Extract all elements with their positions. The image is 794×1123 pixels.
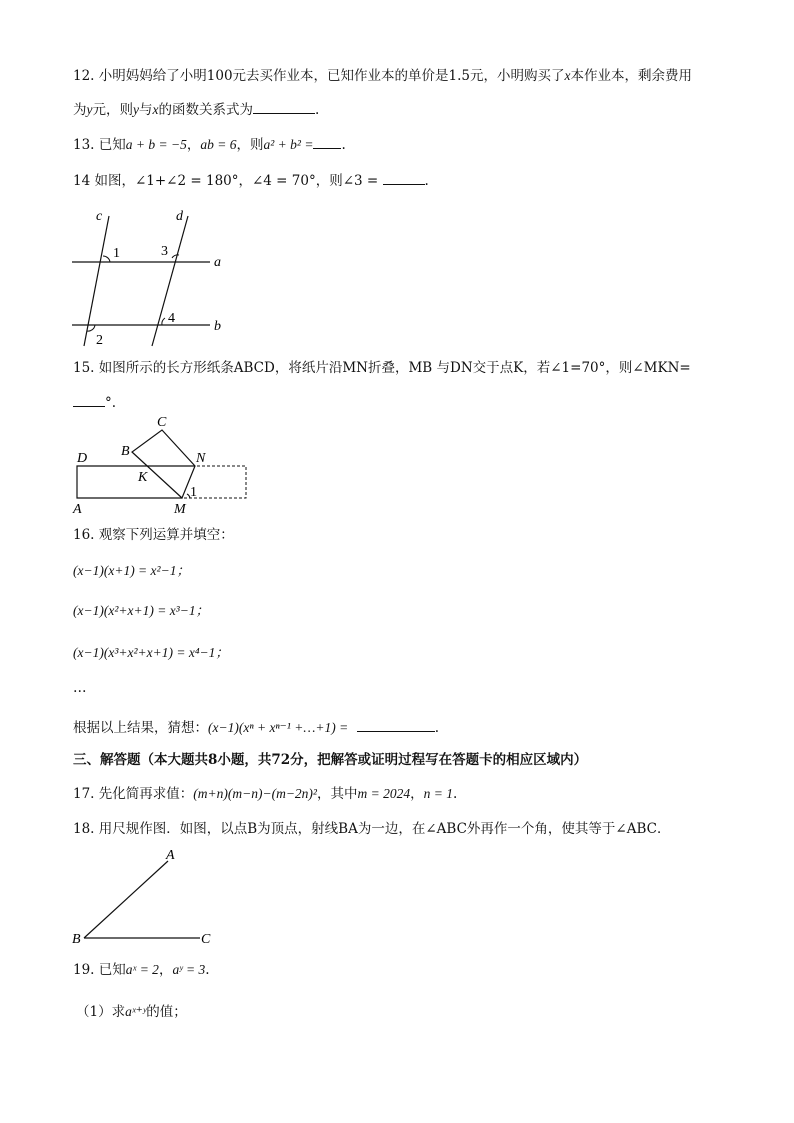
q13-ask: ，则 xyxy=(236,137,264,153)
question-16-intro xyxy=(73,525,234,545)
label-angle-2: 2 xyxy=(96,333,103,348)
q13-answer-blank[interactable] xyxy=(313,134,341,149)
q16-dots: … xyxy=(73,680,87,696)
q19-eq2: aʸ = 3 xyxy=(172,962,206,977)
ray-BA xyxy=(84,861,168,938)
q14-figure xyxy=(60,200,240,350)
label-D: D xyxy=(77,451,88,466)
q16-equation-1 xyxy=(73,561,190,581)
section-3-title xyxy=(73,750,587,770)
q18-figure xyxy=(70,845,230,950)
q19-part1-end: 的值； xyxy=(146,1004,187,1020)
q16-equation-2 xyxy=(73,601,209,621)
q17-cond: ，其中 xyxy=(316,786,358,802)
q19-text: 19. 已知 xyxy=(73,962,126,978)
question-17: 17. 先化简再求值：(m+n)(m−n)−(m−2n)²，其中m = 2024，n = 1. xyxy=(73,786,458,802)
q19-part1-expr: aˣ⁺ʸ xyxy=(125,1004,147,1019)
label-d: d xyxy=(176,209,183,224)
q13-prefix: 13. 已知 xyxy=(73,137,126,153)
q16-guess: 根据以上结果，猜想：(x−1)(xⁿ + xⁿ⁻¹ +…+1) = . xyxy=(73,717,439,738)
q13-eq1: a + b = −5 xyxy=(125,137,187,152)
label-a: a xyxy=(214,255,221,270)
q19-eq1: aˣ = 2 xyxy=(125,962,159,977)
section-3-title-text: 三、解答题（本大题共8小题，共72分，把解答或证明过程写在答题卡的相应区域内） xyxy=(73,752,588,768)
q15-answer-blank[interactable] xyxy=(73,392,105,407)
question-15-line-2 xyxy=(73,392,116,413)
label-angle-1: 1 xyxy=(190,485,197,500)
question-18 xyxy=(73,819,670,839)
q17-m-value: m = 2024 xyxy=(357,786,411,801)
rect-dashed-part xyxy=(77,466,246,498)
angle-1-arc xyxy=(103,256,110,262)
q14-answer-blank[interactable] xyxy=(383,170,425,185)
label-b: b xyxy=(214,319,221,334)
label-angle-4: 4 xyxy=(168,311,175,326)
q12-text-2a: 为 xyxy=(73,102,87,118)
question-12-line-2: 为y元，则y与x的函数关系式为 . xyxy=(73,99,319,120)
label-angle-3: 3 xyxy=(161,244,168,259)
label-C: C xyxy=(201,932,211,947)
question-15-line-1 xyxy=(73,358,691,378)
label-c: c xyxy=(96,209,103,224)
q12-text-2d: 的函数关系式为 xyxy=(158,102,253,118)
q15-figure xyxy=(70,412,260,517)
label-A: A xyxy=(166,848,175,863)
q16-guess-prefix: 根据以上结果，猜想： xyxy=(73,720,208,736)
q12-answer-blank[interactable] xyxy=(253,99,315,114)
q17-end: . xyxy=(452,786,458,802)
q16-intro: 16. 观察下列运算并填空： xyxy=(73,527,234,543)
q16-answer-blank[interactable] xyxy=(357,717,435,732)
question-12-line-1 xyxy=(73,66,692,86)
q18-text: 18. 用尺规作图．如图，以点B为顶点，射线BA为一边，在∠ABC外再作一个角，使其等于∠ABC． xyxy=(73,821,671,837)
q12-text-2b: 元，则 xyxy=(92,102,133,118)
q15-text: 15. 如图所示的长方形纸条ABCD，将纸片沿MN折叠，MB 与DN交于点K，若∠1=70°，则∠MKN= xyxy=(73,360,691,376)
q12-var-y: y xyxy=(86,102,93,117)
question-13: 13. 已知a + b = −5，ab = 6，则a² + b² = . xyxy=(73,134,346,155)
q15-text-end: °. xyxy=(105,395,117,411)
label-B: B xyxy=(121,444,130,459)
question-19 xyxy=(73,960,210,980)
label-angle-1: 1 xyxy=(113,246,120,261)
line-d xyxy=(152,216,188,346)
q16-guess-expr: (x−1)(xⁿ + xⁿ⁻¹ +…+1) = xyxy=(208,720,349,735)
q14-text: 14 如图，∠1+∠2 = 180°，∠4 = 70°，则∠3 = xyxy=(73,173,383,189)
q17-n-value: n = 1 xyxy=(423,786,453,801)
line-c xyxy=(84,216,109,346)
angle-3-arc xyxy=(172,255,179,258)
q16-eq2: (x−1)(x²+x+1) = x³−1； xyxy=(73,603,210,618)
label-C: C xyxy=(157,415,167,430)
q19-part1-prefix: （1）求 xyxy=(76,1004,126,1020)
label-K: K xyxy=(138,470,148,485)
q16-equation-3 xyxy=(73,643,229,663)
q19-end: . xyxy=(205,962,210,978)
q17-expr: (m+n)(m−n)−(m−2n)² xyxy=(193,786,317,801)
q16-ellipsis xyxy=(73,678,87,698)
angle-4-arc xyxy=(162,318,165,325)
question-14: 14 如图，∠1+∠2 = 180°，∠4 = 70°，则∠3 = . xyxy=(73,170,429,191)
q12-var-y-2: y xyxy=(133,102,139,117)
label-A: A xyxy=(73,502,82,517)
q16-eq1: (x−1)(x+1) = x²−1； xyxy=(73,563,190,578)
q12-var-x-2: x xyxy=(152,102,159,117)
label-M: M xyxy=(174,502,186,517)
question-19-part-1 xyxy=(76,1002,187,1022)
q12-text-1-end: 本作业本，剩余费用 xyxy=(570,68,692,84)
q12-var-x: x xyxy=(564,68,571,83)
q17-prefix: 17. 先化简再求值： xyxy=(73,786,194,802)
q13-eq2: ab = 6 xyxy=(200,137,237,152)
q16-eq3: (x−1)(x³+x²+x+1) = x⁴−1； xyxy=(73,645,229,660)
q13-expr: a² + b² = xyxy=(263,137,314,152)
q12-text-1: 12. 小明妈妈给了小明100元去买作业本，已知作业本的单价是1.5元，小明购买了 xyxy=(73,68,565,84)
label-N: N xyxy=(196,451,206,466)
label-B: B xyxy=(72,932,81,947)
q19-sep: ， xyxy=(158,962,173,978)
q12-text-2c: 与 xyxy=(139,102,153,118)
folded-part xyxy=(132,430,195,498)
